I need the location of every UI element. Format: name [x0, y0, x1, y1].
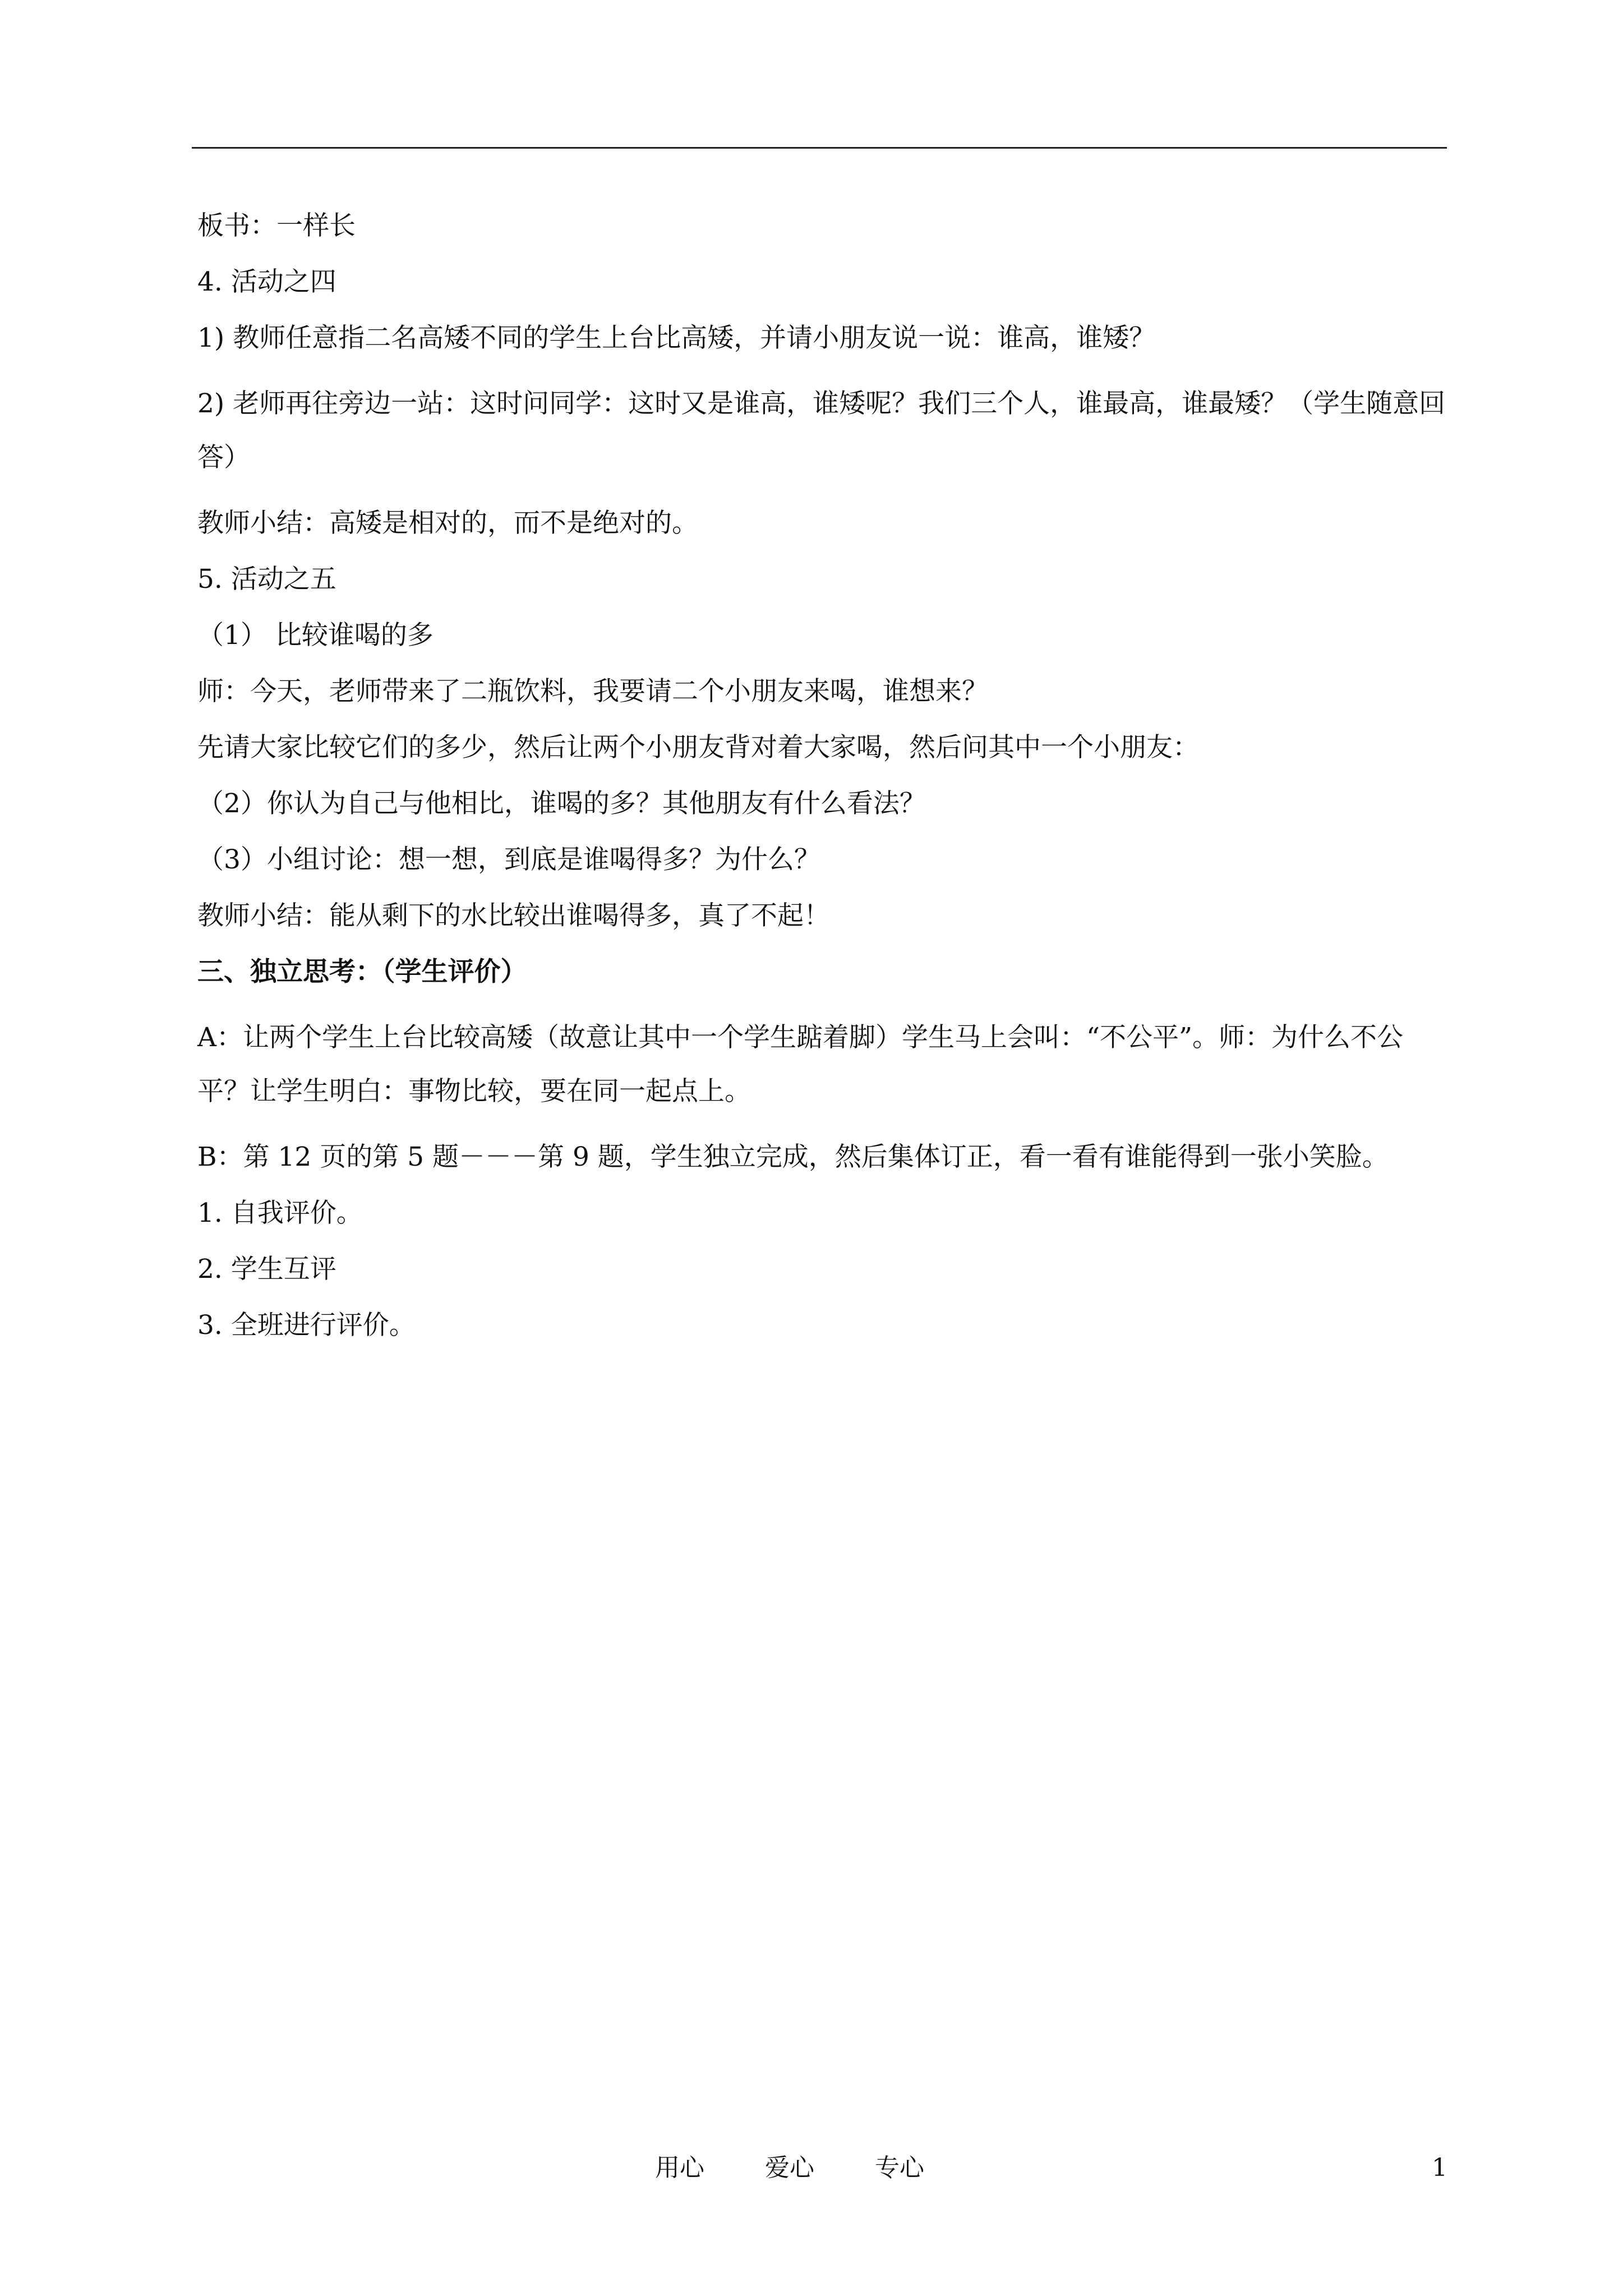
- footer-motto: [655, 2148, 924, 2188]
- paragraph: （2）你认为自己与他相比，谁喝的多？其他朋友有什么看法？: [197, 788, 926, 819]
- section-heading: 三、独立思考：（学生评价）: [197, 956, 527, 987]
- paragraph: 板书：一样长: [197, 210, 356, 241]
- paragraph: 4. 活动之四: [197, 266, 336, 297]
- document-body: [197, 209, 1447, 1364]
- footer-motto-word: 用心: [655, 2154, 704, 2182]
- paragraph: 教师小结：能从剩下的水比较出谁喝得多，真了不起！: [197, 900, 830, 931]
- header-rule: [192, 147, 1447, 149]
- footer-motto-word: 专心: [875, 2154, 924, 2182]
- paragraph: B：第 12 页的第 5 题－－－第 9 题，学生独立完成，然后集体订正，看一看有谁能得到一张小笑脸。: [197, 1142, 1389, 1172]
- footer-motto-word: 爱心: [765, 2154, 814, 2182]
- paragraph: 师：今天，老师带来了二瓶饮料，我要请二个小朋友来喝，谁想来？: [197, 676, 988, 707]
- paragraph: 5. 活动之五: [197, 564, 336, 595]
- paragraph: 3. 全班进行评价。: [197, 1310, 416, 1341]
- paragraph: A：让两个学生上台比较高矮（故意让其中一个学生踮着脚）学生马上会叫：“不公平”。师：为什么不公平？让学生明白：事物比较，要在同一起点上。: [197, 1022, 1403, 1107]
- page-footer: [0, 2148, 1623, 2188]
- paragraph: 2) 老师再往旁边一站：这时问同学：这时又是谁高，谁矮呢？我们三个人，谁最高，谁最矮？（学生随意回答）: [197, 388, 1446, 473]
- paragraph: 1. 自我评价。: [197, 1198, 363, 1228]
- paragraph: 教师小结：高矮是相对的，而不是绝对的。: [197, 508, 698, 539]
- paragraph: 先请大家比较它们的多少，然后让两个小朋友背对着大家喝，然后问其中一个小朋友：: [197, 732, 1199, 763]
- paragraph: （1） 比较谁喝的多: [197, 620, 434, 651]
- page-number: 1: [1432, 2154, 1447, 2182]
- paragraph: 1) 教师任意指二名高矮不同的学生上台比高矮，并请小朋友说一说：谁高，谁矮？: [197, 323, 1156, 353]
- paragraph: （3）小组讨论：想一想，到底是谁喝得多？为什么？: [197, 844, 820, 875]
- paragraph: 2. 学生互评: [197, 1254, 336, 1285]
